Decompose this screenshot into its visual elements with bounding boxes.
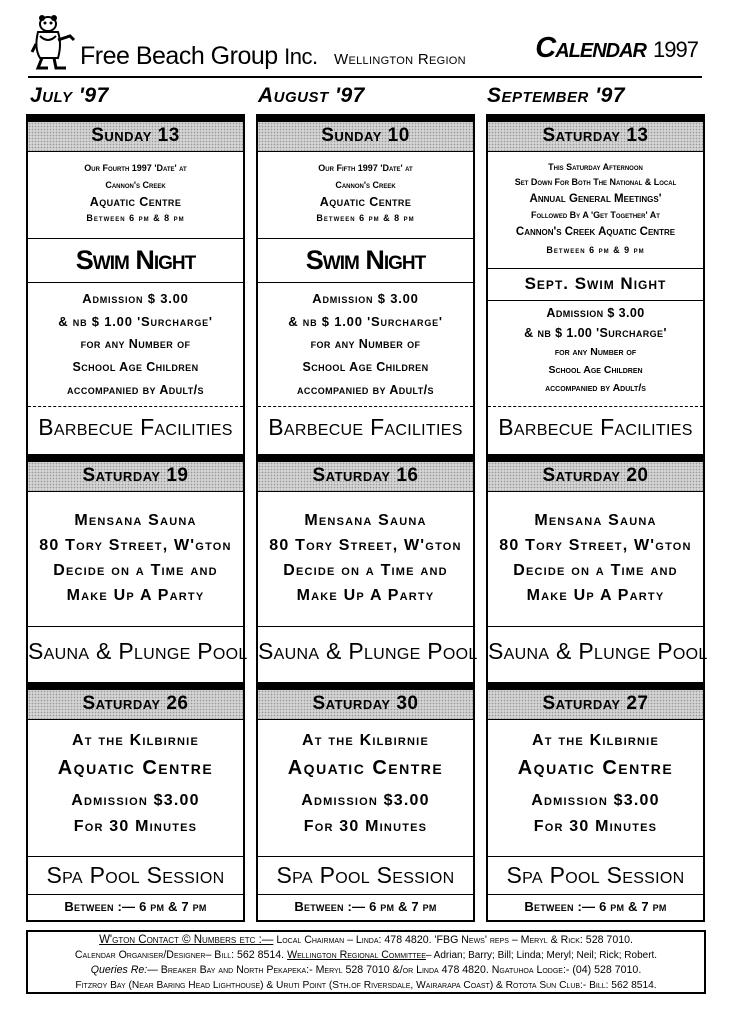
event-footer bbox=[258, 406, 473, 452]
event-footer-text: Sauna & Plunge Pool bbox=[488, 638, 708, 664]
org-suffix: Inc. bbox=[284, 44, 318, 69]
event-date-header: Sunday 10 bbox=[258, 116, 473, 152]
event-time bbox=[488, 894, 703, 920]
month-label-august: August '97 bbox=[258, 84, 365, 107]
event-time bbox=[258, 894, 473, 920]
event-title-text: Spa Pool Session bbox=[276, 862, 455, 888]
detail-line: Admission $3.00 bbox=[531, 792, 660, 809]
contacts-heading: W'gton Contact © Numbers etc :— bbox=[99, 934, 274, 946]
event-footer-text: Sauna & Plunge Pool bbox=[28, 638, 248, 664]
detail-line: Mensana Sauna bbox=[534, 512, 657, 529]
admission-line: for any Number of bbox=[80, 337, 191, 351]
detail-line: Decide on a Time and bbox=[283, 562, 448, 579]
detail-line: Make Up A Party bbox=[66, 587, 205, 604]
event-card-sauna bbox=[486, 454, 708, 684]
event-date-header: Saturday 20 bbox=[488, 456, 703, 492]
event-time-text: Between :— 6 pm & 7 pm bbox=[294, 899, 437, 914]
detail-line: Decide on a Time and bbox=[53, 562, 218, 579]
intro-line: Aquatic Centre bbox=[319, 195, 412, 209]
event-details bbox=[488, 508, 703, 628]
intro-line: Between 6 pm & 8 pm bbox=[316, 213, 415, 223]
admission-line: & nb $ 1.00 'Surcharge' bbox=[524, 326, 667, 340]
event-date-header: Saturday 19 bbox=[28, 456, 243, 492]
calendar-title bbox=[535, 32, 698, 65]
event-title-text: Swim Night bbox=[75, 245, 196, 275]
admission-line: accompanied by Adult/s bbox=[545, 382, 646, 394]
event-details bbox=[258, 508, 473, 628]
committee-label: Wellington Regional Committee bbox=[287, 949, 426, 961]
detail-line: 80 Tory Street, W'gton bbox=[39, 537, 232, 554]
admission-line: accompanied by Adult/s bbox=[67, 383, 204, 397]
event-title-text: Swim Night bbox=[305, 245, 426, 275]
detail-line: For 30 Minutes bbox=[303, 818, 428, 835]
page-header bbox=[28, 12, 700, 76]
footer-line-4 bbox=[28, 978, 704, 993]
detail-line: Aquatic Centre bbox=[287, 757, 444, 779]
event-details bbox=[488, 728, 703, 848]
intro-line: Cannon's Creek Aquatic Centre bbox=[515, 226, 676, 238]
detail-line: Aquatic Centre bbox=[57, 757, 214, 779]
intro-line: Set Down For Both The National & Local bbox=[514, 177, 677, 187]
event-details bbox=[28, 508, 243, 628]
admission-line: & nb $ 1.00 'Surcharge' bbox=[58, 314, 213, 329]
detail-line: Aquatic Centre bbox=[517, 757, 674, 779]
intro-line: Cannon's Creek bbox=[335, 180, 396, 190]
event-footer bbox=[488, 626, 708, 682]
intro-line: Cannon's Creek bbox=[105, 180, 166, 190]
event-date-header: Saturday 16 bbox=[258, 456, 473, 492]
event-footer-text: Barbecue Facilities bbox=[38, 414, 233, 440]
admission-line: Admission $ 3.00 bbox=[312, 291, 419, 306]
organisation-name bbox=[80, 42, 466, 71]
event-title bbox=[28, 238, 243, 282]
intro-line: Between 6 pm & 9 pm bbox=[546, 245, 645, 255]
event-title bbox=[488, 268, 703, 298]
region-label: Wellington Region bbox=[334, 51, 466, 68]
intro-line: This Saturday Afternoon bbox=[548, 162, 643, 172]
event-footer-text: Sauna & Plunge Pool bbox=[258, 638, 478, 664]
detail-line: 80 Tory Street, W'gton bbox=[269, 537, 462, 554]
event-title-text: Spa Pool Session bbox=[506, 862, 685, 888]
detail-line: Mensana Sauna bbox=[304, 512, 427, 529]
detail-line: 80 Tory Street, W'gton bbox=[499, 537, 692, 554]
event-footer bbox=[488, 406, 703, 452]
detail-line: Make Up A Party bbox=[526, 587, 665, 604]
admission-line: School Age Children bbox=[72, 360, 199, 374]
month-label-september: September '97 bbox=[487, 84, 626, 107]
event-time bbox=[28, 894, 243, 920]
event-title bbox=[28, 856, 243, 896]
event-date-header: Sunday 13 bbox=[28, 116, 243, 152]
detail-line: For 30 Minutes bbox=[73, 818, 198, 835]
intro-line: Aquatic Centre bbox=[89, 195, 182, 209]
admission-line: School Age Children bbox=[302, 360, 429, 374]
committee-names: – Adrian; Barry; Bill; Linda; Meryl; Neil; Rick; Robert. bbox=[425, 950, 658, 961]
footer-line-1 bbox=[28, 933, 704, 948]
event-footer bbox=[28, 406, 243, 452]
detail-line: At the Kilbirnie bbox=[532, 732, 659, 749]
event-card-swim-night bbox=[256, 114, 475, 456]
intro-line: Our Fourth 1997 'Date' at bbox=[84, 163, 187, 173]
admission-line: School Age Children bbox=[548, 364, 643, 376]
event-card-sauna bbox=[256, 454, 478, 684]
detail-line: At the Kilbirnie bbox=[302, 732, 429, 749]
event-footer-text: Barbecue Facilities bbox=[498, 414, 693, 440]
event-card-spa-pool bbox=[26, 682, 245, 922]
event-date-header: Saturday 13 bbox=[488, 116, 703, 152]
breaker-bay-contact: Breaker Bay and North Pekapeka:- Meryl 528 7010 &/or Linda 478 4820. bbox=[160, 964, 489, 976]
detail-line: Decide on a Time and bbox=[513, 562, 678, 579]
admission-line: Admission $ 3.00 bbox=[546, 306, 645, 320]
chairman-contact: Local Chairman – Linda: 478 4820. bbox=[276, 934, 432, 946]
news-reps-contact: 'FBG News' reps – Meryl & Rick: 528 7010. bbox=[434, 934, 633, 946]
event-admission bbox=[488, 300, 703, 404]
footer-line-2 bbox=[28, 948, 704, 963]
calendar-year: 1997 bbox=[653, 37, 698, 62]
admission-line: & nb $ 1.00 'Surcharge' bbox=[288, 314, 443, 329]
detail-line: Mensana Sauna bbox=[74, 512, 197, 529]
admission-line: for any Number of bbox=[310, 337, 421, 351]
event-card-spa-pool bbox=[256, 682, 475, 922]
intro-line: Followed By A 'Get Together' At bbox=[531, 210, 660, 220]
event-admission bbox=[28, 282, 243, 402]
admission-line: for any Number of bbox=[554, 346, 637, 358]
event-card-swim-night bbox=[26, 114, 245, 456]
event-title bbox=[258, 238, 473, 282]
intro-line: Between 6 pm & 8 pm bbox=[86, 213, 185, 223]
event-card-swim-night bbox=[486, 114, 705, 456]
event-footer-text: Barbecue Facilities bbox=[268, 414, 463, 440]
detail-line: At the Kilbirnie bbox=[72, 732, 199, 749]
event-title bbox=[488, 856, 703, 896]
fitzroy-bay-contact: Fitzroy Bay (Near Baring Head Lighthouse) & Uruti Point (Sth.of Riversdale, Wairarapa Coast) & Rotota Sun Club:- Bill: 562 8514. bbox=[75, 980, 657, 991]
calendar-word: Calendar bbox=[535, 32, 646, 64]
detail-line: Make Up A Party bbox=[296, 587, 435, 604]
admission-line: accompanied by Adult/s bbox=[297, 383, 434, 397]
org-name: Free Beach Group bbox=[80, 42, 278, 70]
event-title-text: Sept. Swim Night bbox=[524, 274, 667, 293]
event-time-text: Between :— 6 pm & 7 pm bbox=[524, 899, 667, 914]
intro-line: Our Fifth 1997 'Date' at bbox=[318, 163, 413, 173]
event-time-text: Between :— 6 pm & 7 pm bbox=[64, 899, 207, 914]
event-footer bbox=[258, 626, 478, 682]
organiser-contact: Calendar Organiser/Designer– Bill: 562 8514. bbox=[74, 949, 285, 961]
queries-label: Queries Re:— bbox=[90, 964, 158, 976]
detail-line: Admission $3.00 bbox=[301, 792, 430, 809]
ngatuhoa-contact: Ngatuhoa Lodge:- (04) 528 7010. bbox=[491, 964, 642, 976]
event-details bbox=[258, 728, 473, 848]
intro-line: Annual General Meetings' bbox=[529, 193, 662, 205]
footer-line-3 bbox=[28, 963, 704, 978]
event-title-text: Spa Pool Session bbox=[46, 862, 225, 888]
event-admission bbox=[258, 282, 473, 402]
event-date-header: Saturday 26 bbox=[28, 684, 243, 720]
contacts-footer bbox=[26, 930, 706, 994]
detail-line: Admission $3.00 bbox=[71, 792, 200, 809]
bear-mascot-logo bbox=[30, 14, 78, 72]
event-title bbox=[258, 856, 473, 896]
event-details bbox=[28, 728, 243, 848]
event-card-spa-pool bbox=[486, 682, 705, 922]
event-date-header: Saturday 27 bbox=[488, 684, 703, 720]
event-card-sauna bbox=[26, 454, 248, 684]
detail-line: For 30 Minutes bbox=[533, 818, 658, 835]
header-divider bbox=[28, 76, 702, 78]
event-footer bbox=[28, 626, 248, 682]
event-date-header: Saturday 30 bbox=[258, 684, 473, 720]
event-intro bbox=[488, 156, 703, 266]
month-label-july: July '97 bbox=[30, 84, 109, 107]
admission-line: Admission $ 3.00 bbox=[82, 291, 189, 306]
